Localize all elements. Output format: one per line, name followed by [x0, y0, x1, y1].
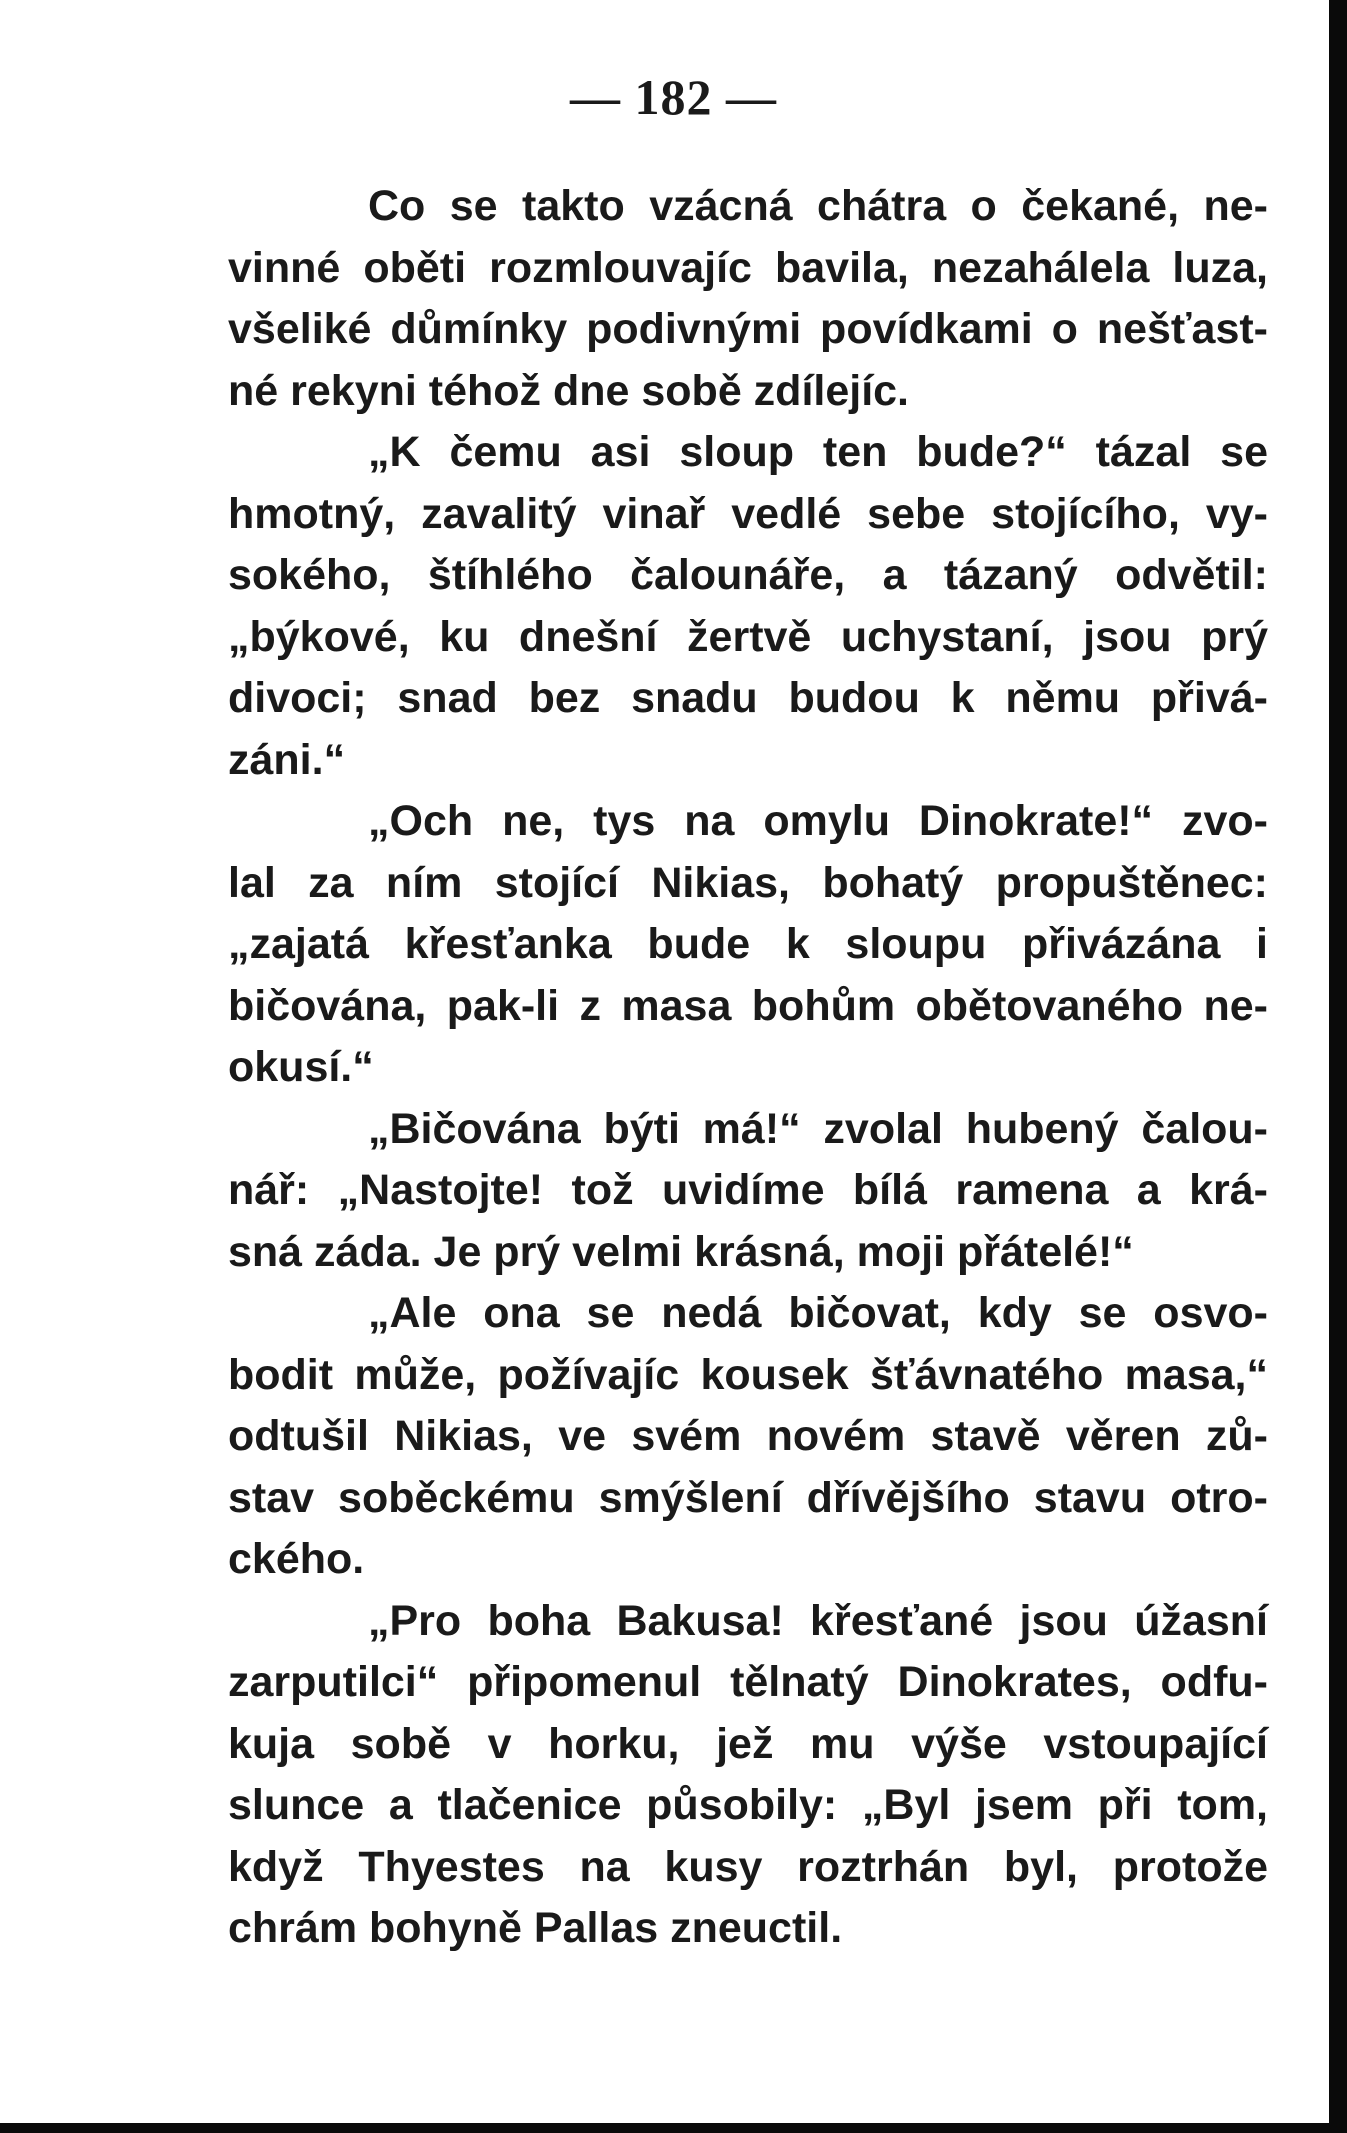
text-line: když Thyestes na kusy roztrhán byl, protože [228, 1842, 1268, 1891]
scan-edge-right [1329, 0, 1347, 2133]
text-line: „K čemu asi sloup ten bude?“ tázal se [368, 428, 1268, 476]
text-line: nář: „Nastojte! tož uvidíme bílá ramena a krá- [228, 1166, 1268, 1214]
text-line: vinné oběti rozmlouvajíc bavila, nezahálela luza, [228, 243, 1268, 292]
text-line: ckého. [228, 1535, 365, 1583]
text-line: záni.“ [228, 735, 346, 784]
text-line: okusí.“ [228, 1043, 374, 1091]
text-line: „Pro boha Bakusa! křesťané jsou úžasní [368, 1596, 1268, 1645]
text-line: „býkové, ku dnešní žertvě uchystaní, jsou prý [228, 612, 1268, 661]
body-text [228, 176, 1268, 1960]
text-line: „Bičována býti má!“ zvolal hubený čalou- [368, 1104, 1268, 1153]
text-line: chrám bohyně Pallas zneuctil. [228, 1904, 843, 1952]
text-line: stav soběckému smýšlení dřívějšího stavu otro- [228, 1473, 1268, 1522]
page-number: — 182 — [570, 69, 777, 125]
text-line: zarputilci“ připomenul tělnatý Dinokrates, odfu- [228, 1658, 1268, 1706]
text-line: „zajatá křesťanka bude k sloupu přivázána i [228, 920, 1268, 968]
text-line: sokého, štíhlého čalounáře, a tázaný odvětil: [228, 551, 1268, 599]
text-line: né rekyni téhož dne sobě zdílejíc. [228, 366, 910, 415]
text-line: bodit může, požívajíc kousek šťávnatého masa,“ [228, 1350, 1268, 1399]
text-line: všeliké důmínky podivnými povídkami o nešťast- [228, 305, 1268, 353]
text-line: sná záda. Je prý velmi krásná, moji přátelé!“ [228, 1227, 1134, 1276]
text-line: „Och ne, tys na omylu Dinokrate!“ zvo- [368, 797, 1268, 845]
text-line: „Ale ona se nedá bičovat, kdy se osvo- [368, 1289, 1268, 1337]
scan-edge-bottom [0, 2123, 1347, 2133]
text-line: kuja sobě v horku, jež mu výše vstoupající [228, 1719, 1268, 1768]
text-line: lal za ním stojící Nikias, bohatý propuštěnec: [228, 858, 1268, 907]
text-line: Co se takto vzácná chátra o čekané, ne- [368, 182, 1268, 230]
text-line: hmotný, zavalitý vinař vedlé sebe stojícího, vy- [228, 489, 1268, 538]
text-line: divoci; snad bez snadu budou k němu přivá- [228, 674, 1268, 722]
text-line: bičována, pak-li z masa bohům obětovaného ne- [228, 981, 1268, 1030]
text-line: slunce a tlačenice působily: „Byl jsem při tom, [228, 1781, 1268, 1829]
text-line: odtušil Nikias, ve svém novém stavě věren zů- [228, 1412, 1268, 1460]
